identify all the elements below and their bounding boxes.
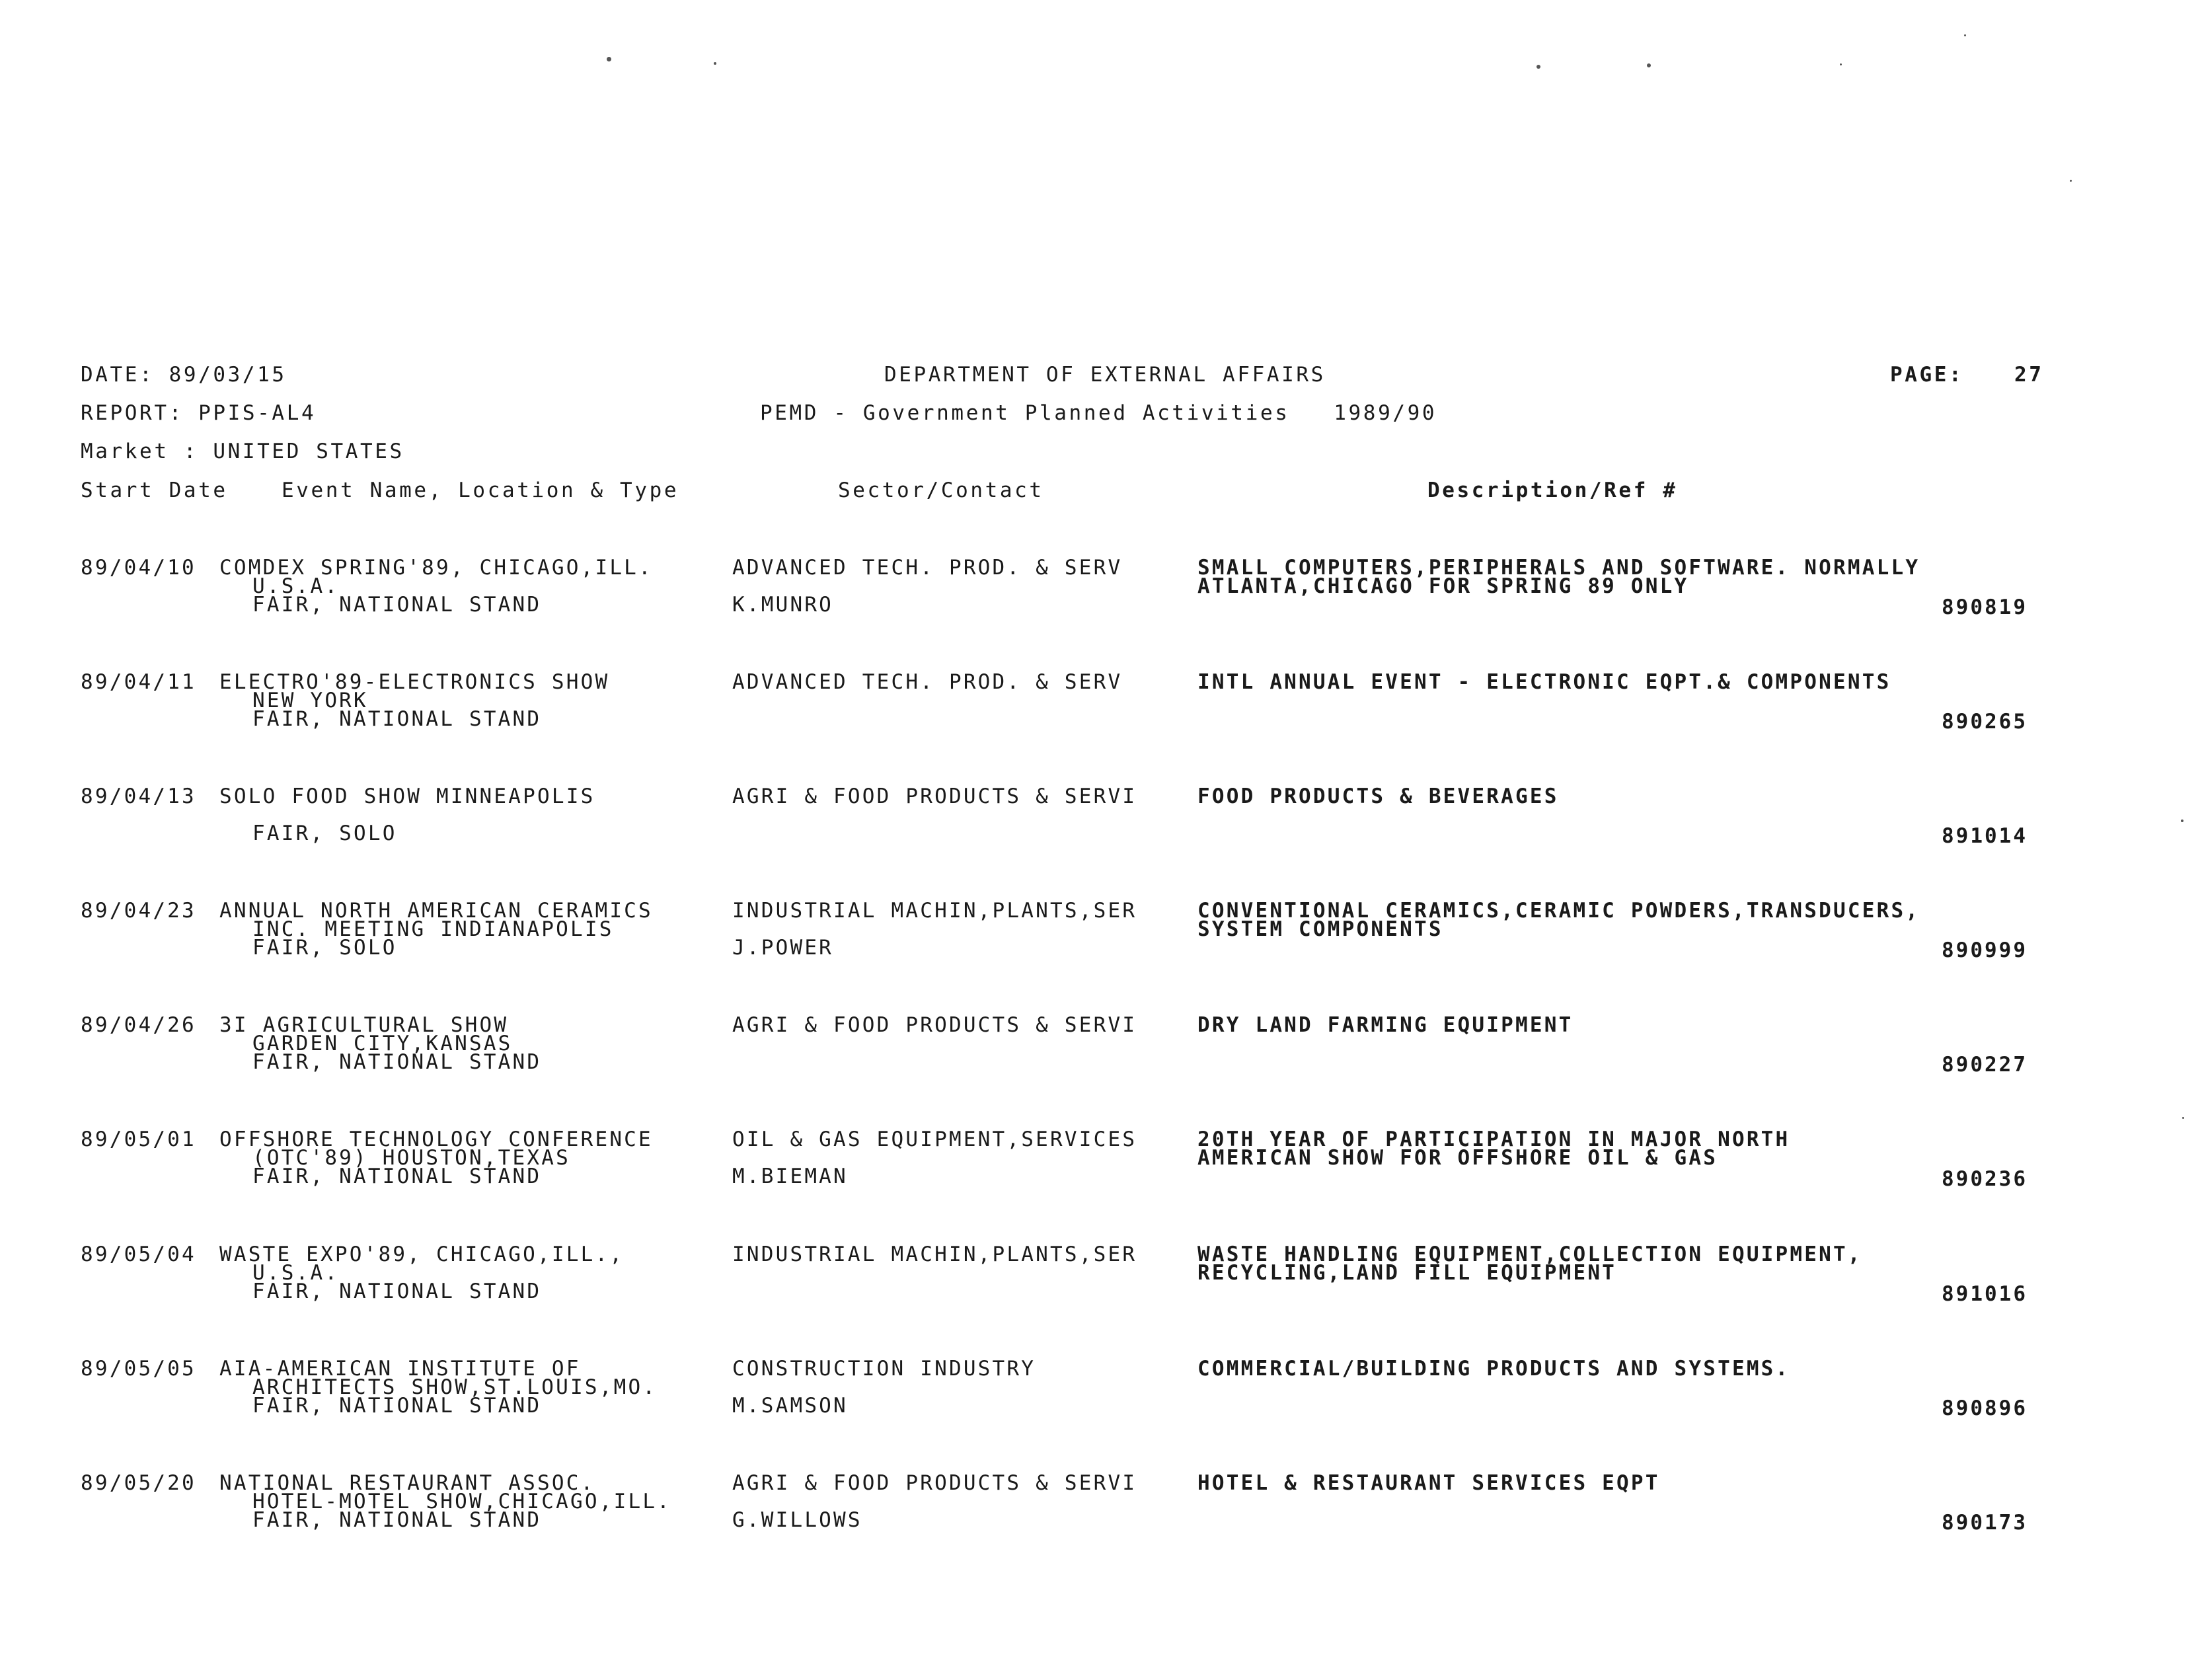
event-description-cont: ATLANTA,CHICAGO FOR SPRING 89 ONLY xyxy=(1197,574,1689,598)
event-ref-number: 890236 xyxy=(1942,1167,2028,1191)
department-title: DEPARTMENT OF EXTERNAL AFFAIRS xyxy=(884,363,1326,387)
event-type: FAIR, NATIONAL STAND xyxy=(252,1394,542,1418)
event-ref-number: 890999 xyxy=(1942,938,2028,962)
scan-speck xyxy=(1647,63,1651,67)
event-contact: M.SAMSON xyxy=(732,1394,848,1418)
scan-speck xyxy=(2182,1117,2184,1119)
list-item xyxy=(0,670,2200,752)
event-location: U.S.A. xyxy=(252,1261,340,1285)
event-description-cont: RECYCLING,LAND FILL EQUIPMENT xyxy=(1197,1261,1617,1285)
event-sector: ADVANCED TECH. PROD. & SERV xyxy=(732,556,1123,580)
event-date: 89/04/26 xyxy=(81,1013,196,1037)
event-location: NEW YORK xyxy=(252,689,368,712)
event-contact: G.WILLOWS xyxy=(732,1508,862,1532)
event-description: CONVENTIONAL CERAMICS,CERAMIC POWDERS,TRANSDUCERS, xyxy=(1197,899,1920,923)
event-ref-number: 891016 xyxy=(1942,1282,2028,1306)
scan-speck xyxy=(607,57,611,61)
event-date: 89/04/11 xyxy=(81,670,196,694)
event-date: 89/04/13 xyxy=(81,784,196,808)
event-type: FAIR, NATIONAL STAND xyxy=(252,1508,542,1532)
event-contact: M.BIEMAN xyxy=(732,1165,848,1188)
event-contact: J.POWER xyxy=(732,936,834,960)
event-description: INTL ANNUAL EVENT - ELECTRONIC EQPT.& COMPONENTS xyxy=(1197,670,1891,694)
event-type: FAIR, NATIONAL STAND xyxy=(252,593,542,617)
event-ref-number: 890265 xyxy=(1942,710,2028,734)
event-date: 89/04/10 xyxy=(81,556,196,580)
event-sector: CONSTRUCTION INDUSTRY xyxy=(732,1357,1036,1381)
event-location: HOTEL-MOTEL SHOW,CHICAGO,ILL. xyxy=(252,1490,672,1513)
scan-speck xyxy=(1964,34,1966,36)
scan-speck xyxy=(1840,63,1842,65)
event-name: NATIONAL RESTAURANT ASSOC. xyxy=(219,1471,595,1495)
event-description: WASTE HANDLING EQUIPMENT,COLLECTION EQUIPMENT, xyxy=(1197,1242,1862,1266)
page-number: 27 xyxy=(2014,363,2044,387)
list-item xyxy=(0,901,2200,981)
event-description: FOOD PRODUCTS & BEVERAGES xyxy=(1197,784,1559,808)
event-ref-number: 890173 xyxy=(1942,1511,2028,1535)
event-name: ANNUAL NORTH AMERICAN CERAMICS xyxy=(219,899,653,923)
event-description: HOTEL & RESTAURANT SERVICES EQPT xyxy=(1197,1471,1660,1495)
list-item xyxy=(0,784,2200,866)
event-description: DRY LAND FARMING EQUIPMENT xyxy=(1197,1013,1574,1037)
event-type: FAIR, NATIONAL STAND xyxy=(252,1165,542,1188)
event-description: COMMERCIAL/BUILDING PRODUCTS AND SYSTEMS. xyxy=(1197,1357,1790,1381)
event-date: 89/05/20 xyxy=(81,1471,196,1495)
market-label: Market : UNITED STATES xyxy=(81,439,404,463)
event-location: INC. MEETING INDIANAPOLIS xyxy=(252,917,614,941)
event-sector: ADVANCED TECH. PROD. & SERV xyxy=(732,670,1123,694)
event-type: FAIR, SOLO xyxy=(252,821,397,845)
event-description-cont: AMERICAN SHOW FOR OFFSHORE OIL & GAS xyxy=(1197,1146,1718,1170)
event-ref-number: 890896 xyxy=(1942,1396,2028,1420)
list-item xyxy=(0,1242,2200,1324)
event-description-cont: SYSTEM COMPONENTS xyxy=(1197,917,1443,941)
event-type: FAIR, NATIONAL STAND xyxy=(252,1279,542,1303)
event-name: SOLO FOOD SHOW MINNEAPOLIS xyxy=(219,784,595,808)
event-type: FAIR, NATIONAL STAND xyxy=(252,1050,542,1074)
event-date: 89/05/05 xyxy=(81,1357,196,1381)
list-item xyxy=(0,558,2200,638)
event-type: FAIR, NATIONAL STAND xyxy=(252,707,542,731)
event-sector: AGRI & FOOD PRODUCTS & SERVI xyxy=(732,1013,1137,1037)
report-id: REPORT: PPIS-AL4 xyxy=(81,401,317,425)
column-header-event: Event Name, Location & Type xyxy=(282,478,679,502)
scan-speck xyxy=(714,62,716,65)
event-name: 3I AGRICULTURAL SHOW xyxy=(219,1013,509,1037)
event-sector: AGRI & FOOD PRODUCTS & SERVI xyxy=(732,1471,1137,1495)
report-subtitle: PEMD - Government Planned Activities 1989/90 xyxy=(760,401,1437,425)
event-sector: AGRI & FOOD PRODUCTS & SERVI xyxy=(732,784,1137,808)
event-description: 20TH YEAR OF PARTICIPATION IN MAJOR NORTH xyxy=(1197,1127,1790,1151)
column-header-description: Description/Ref # xyxy=(1427,478,1678,502)
event-description: SMALL COMPUTERS,PERIPHERALS AND SOFTWARE. NORMALLY xyxy=(1197,556,1920,580)
event-ref-number: 891014 xyxy=(1942,824,2028,848)
list-item xyxy=(0,1471,2200,1553)
list-item xyxy=(0,1127,2200,1209)
event-name: COMDEX SPRING'89, CHICAGO,ILL. xyxy=(219,556,653,580)
event-ref-number: 890819 xyxy=(1942,595,2028,619)
event-type: FAIR, SOLO xyxy=(252,936,397,960)
event-contact: K.MUNRO xyxy=(732,593,834,617)
report-date: DATE: 89/03/15 xyxy=(81,363,287,387)
event-name: ELECTRO'89-ELECTRONICS SHOW xyxy=(219,670,610,694)
scan-speck xyxy=(1536,65,1540,69)
event-location: GARDEN CITY,KANSAS xyxy=(252,1032,513,1055)
event-ref-number: 890227 xyxy=(1942,1053,2028,1077)
event-sector: OIL & GAS EQUIPMENT,SERVICES xyxy=(732,1127,1137,1151)
event-sector: INDUSTRIAL MACHIN,PLANTS,SER xyxy=(732,899,1137,923)
event-name: OFFSHORE TECHNOLOGY CONFERENCE xyxy=(219,1127,653,1151)
event-date: 89/04/23 xyxy=(81,899,196,923)
event-sector: INDUSTRIAL MACHIN,PLANTS,SER xyxy=(732,1242,1137,1266)
column-header-sector: Sector/Contact xyxy=(838,478,1044,502)
scan-speck xyxy=(2070,180,2072,182)
event-location: (OTC'89) HOUSTON,TEXAS xyxy=(252,1146,570,1170)
page-label: PAGE: xyxy=(1890,363,1964,387)
column-header-start-date: Start Date xyxy=(81,478,228,502)
list-item xyxy=(0,1013,2200,1095)
event-date: 89/05/01 xyxy=(81,1127,196,1151)
list-item xyxy=(0,1359,2200,1439)
event-name: AIA-AMERICAN INSTITUTE OF xyxy=(219,1357,581,1381)
event-date: 89/05/04 xyxy=(81,1242,196,1266)
event-location: ARCHITECTS SHOW,ST.LOUIS,MO. xyxy=(252,1375,658,1399)
event-location: U.S.A. xyxy=(252,574,340,598)
event-name: WASTE EXPO'89, CHICAGO,ILL., xyxy=(219,1242,625,1266)
